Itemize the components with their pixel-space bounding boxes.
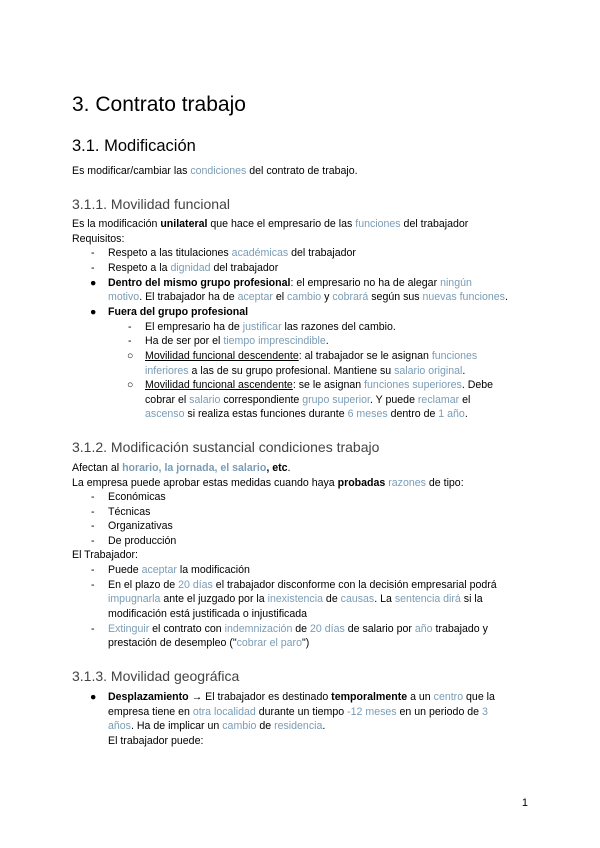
dash-marker: - bbox=[91, 623, 95, 635]
list-item-continuation: modificación está justificada o injustificada bbox=[108, 608, 308, 620]
dash-marker: - bbox=[91, 491, 95, 503]
list-item: Respeto a las titulaciones académicas del trabajador bbox=[108, 247, 356, 259]
dash-marker: - bbox=[91, 564, 95, 576]
list-item-continuation: cobrar el salario correspondiente grupo superior. Y puede reclamar el bbox=[145, 394, 471, 406]
list-item: De producción bbox=[108, 535, 177, 547]
paragraph: Es modificar/cambiar las condiciones del contrato de trabajo. bbox=[72, 165, 358, 177]
list-item-continuation: ascenso si realiza estas funciones durante 6 meses dentro de 1 año. bbox=[145, 408, 468, 420]
list-item-continuation: empresa tiene en otra localidad durante un tiempo -12 meses en un periodo de 3 bbox=[108, 706, 488, 718]
list-item-continuation: prestación de desempleo ("cobrar el paro") bbox=[108, 637, 310, 649]
paragraph: Requisitos: bbox=[72, 233, 125, 245]
list-item: Organizativas bbox=[108, 520, 173, 532]
list-item-continuation: El trabajador puede: bbox=[108, 735, 204, 747]
list-item: Extinguir el contrato con indemnización de 20 días de salario por año trabajado y bbox=[108, 623, 488, 635]
bullet-marker: ● bbox=[90, 306, 97, 318]
list-item-continuation: inferiores a las de su grupo profesional. Mantiene su salario original. bbox=[145, 365, 466, 377]
list-item-continuation: impugnarla ante el juzgado por la inexistencia de causas. La sentencia dirá si la bbox=[108, 593, 483, 605]
circle-marker: ○ bbox=[127, 350, 134, 362]
list-item: Movilidad funcional ascendente: se le asignan funciones superiores. Debe bbox=[145, 379, 494, 391]
list-item: Ha de ser por el tiempo imprescindible. bbox=[145, 335, 329, 347]
paragraph: Es la modificación unilateral que hace el empresario de las funciones del trabajador bbox=[72, 218, 469, 230]
list-item: Puede aceptar la modificación bbox=[108, 564, 250, 576]
bullet-marker: ● bbox=[90, 277, 97, 289]
page-number: 1 bbox=[521, 797, 528, 809]
dash-marker: - bbox=[128, 335, 132, 347]
paragraph: La empresa puede aprobar estas medidas cuando haya probadas razones de tipo: bbox=[72, 477, 464, 489]
list-item: Fuera del grupo profesional bbox=[108, 306, 249, 318]
list-item-continuation: años. Ha de implicar un cambio de residencia. bbox=[108, 720, 326, 732]
list-item-continuation: motivo. El trabajador ha de aceptar el cambio y cobrará según sus nuevas funciones. bbox=[108, 291, 508, 303]
dash-marker: - bbox=[91, 506, 95, 518]
list-item: Dentro del mismo grupo profesional: el empresario no ha de alegar ningún bbox=[108, 277, 472, 289]
list-item: Respeto a la dignidad del trabajador bbox=[108, 262, 279, 274]
section-heading-3-1-1: 3.1.1. Movilidad funcional bbox=[72, 196, 230, 212]
dash-marker: - bbox=[91, 247, 95, 259]
section-heading-3-1-3: 3.1.3. Movilidad geográfica bbox=[72, 668, 240, 684]
section-heading-3-1: 3.1. Modificación bbox=[72, 137, 196, 155]
bullet-marker: ● bbox=[90, 691, 97, 703]
section-heading-3-1-2: 3.1.2. Modificación sustancial condiciones trabajo bbox=[72, 439, 380, 455]
list-item: Desplazamiento → El trabajador es destinado temporalmente a un centro que la bbox=[108, 691, 495, 703]
paragraph: Afectan al horario, la jornada, el salario, etc. bbox=[72, 462, 291, 474]
circle-marker: ○ bbox=[127, 379, 134, 391]
list-item: El empresario ha de justificar las razones del cambio. bbox=[145, 321, 396, 333]
dash-marker: - bbox=[91, 520, 95, 532]
dash-marker: - bbox=[91, 579, 95, 591]
paragraph: El Trabajador: bbox=[72, 549, 138, 561]
list-item: En el plazo de 20 días el trabajador disconforme con la decisión empresarial podrá bbox=[108, 579, 497, 591]
dash-marker: - bbox=[91, 535, 95, 547]
list-item: Técnicas bbox=[108, 506, 151, 518]
list-item: Económicas bbox=[108, 491, 166, 503]
dash-marker: - bbox=[128, 321, 132, 333]
dash-marker: - bbox=[91, 262, 95, 274]
page-title: 3. Contrato trabajo bbox=[72, 93, 246, 116]
list-item: Movilidad funcional descendente: al trabajador se le asignan funciones bbox=[145, 350, 478, 362]
